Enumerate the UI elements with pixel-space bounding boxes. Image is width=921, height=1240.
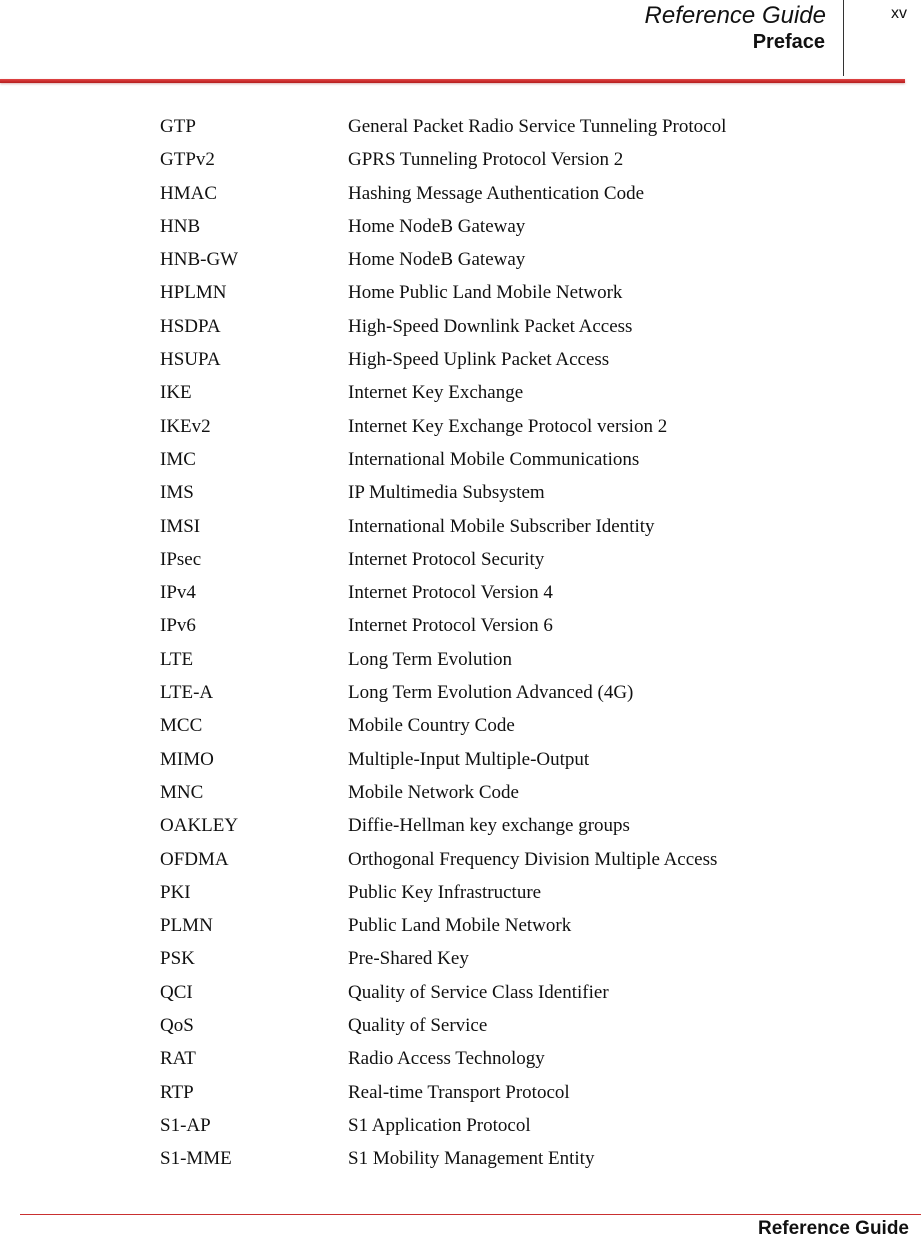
glossary-row [160, 343, 880, 376]
glossary-definition: Home NodeB Gateway [348, 215, 526, 237]
glossary-row [160, 776, 880, 809]
glossary-term: MCC [160, 715, 203, 737]
glossary-definition: Long Term Evolution [348, 648, 513, 670]
glossary-row [160, 276, 880, 309]
glossary-term: HPLMN [160, 282, 227, 304]
glossary-row [160, 709, 880, 742]
glossary-term: OFDMA [160, 848, 229, 870]
glossary-term: PLMN [160, 915, 213, 937]
glossary-definition: Public Land Mobile Network [348, 915, 572, 937]
glossary-term: MIMO [160, 748, 214, 770]
glossary-definition: Diffie-Hellman key exchange groups [348, 815, 630, 837]
glossary-definition: Home NodeB Gateway [348, 249, 526, 271]
glossary-term: IMSI [160, 515, 201, 537]
glossary-term: PKI [160, 881, 191, 903]
glossary-term: HMAC [160, 182, 218, 204]
glossary-definition: Internet Protocol Security [348, 548, 545, 570]
glossary-term: S1-AP [160, 1114, 211, 1136]
glossary-row [160, 1076, 880, 1109]
glossary-term: IKEv2 [160, 415, 211, 437]
glossary-definition: Internet Protocol Version 4 [348, 582, 553, 604]
glossary-row [160, 476, 880, 509]
glossary-term: MNC [160, 781, 204, 803]
glossary-definition: Quality of Service Class Identifier [348, 981, 609, 1003]
glossary-row [160, 110, 880, 143]
glossary-row [160, 743, 880, 776]
glossary-row [160, 1009, 880, 1042]
glossary-definition: S1 Mobility Management Entity [348, 1148, 595, 1170]
glossary-row [160, 976, 880, 1009]
glossary-term: HNB-GW [160, 249, 239, 271]
glossary-row [160, 1042, 880, 1075]
glossary-definition: Home Public Land Mobile Network [348, 282, 623, 304]
glossary-row [160, 410, 880, 443]
glossary-definition: Mobile Network Code [348, 781, 519, 803]
glossary-definition: GPRS Tunneling Protocol Version 2 [348, 149, 624, 171]
glossary-term: QCI [160, 981, 193, 1003]
glossary-definition: Long Term Evolution Advanced (4G) [348, 682, 634, 704]
glossary-term: HSUPA [160, 349, 221, 371]
footer-title: Reference Guide [758, 1218, 909, 1239]
glossary-term: HSDPA [160, 315, 221, 337]
glossary-term: GTP [160, 116, 196, 137]
glossary-definition: Radio Access Technology [348, 1048, 545, 1070]
glossary-row [160, 1142, 880, 1175]
glossary-definition: General Packet Radio Service Tunneling Protocol [348, 116, 727, 137]
glossary-definition: International Mobile Communications [348, 448, 640, 470]
glossary-list [160, 110, 880, 1176]
glossary-definition: Hashing Message Authentication Code [348, 182, 645, 204]
glossary-definition: International Mobile Subscriber Identity [348, 515, 655, 537]
glossary-row [160, 243, 880, 276]
glossary-term: RAT [160, 1048, 196, 1070]
header-divider [843, 0, 844, 76]
glossary-row [160, 143, 880, 176]
glossary-row [160, 843, 880, 876]
glossary-row [160, 210, 880, 243]
glossary-term: QoS [160, 1015, 194, 1037]
glossary-definition: Public Key Infrastructure [348, 881, 542, 903]
glossary-row [160, 576, 880, 609]
glossary-term: IPv4 [160, 582, 196, 604]
section-title: Preface [752, 31, 825, 53]
glossary-row [160, 909, 880, 942]
glossary-term: IMC [160, 448, 196, 470]
glossary-definition: Orthogonal Frequency Division Multiple Access [348, 848, 718, 870]
document-title: Reference Guide [644, 2, 826, 29]
header-rule [0, 79, 905, 83]
glossary-row [160, 177, 880, 210]
glossary-definition: High-Speed Downlink Packet Access [348, 315, 633, 337]
glossary-term: IMS [160, 482, 194, 504]
glossary-row [160, 942, 880, 975]
glossary-row [160, 609, 880, 642]
glossary-term: PSK [160, 948, 195, 970]
glossary-term: HNB [160, 215, 201, 237]
glossary-definition: S1 Application Protocol [348, 1114, 531, 1136]
glossary-definition: Internet Key Exchange Protocol version 2 [348, 415, 668, 437]
glossary-term: RTP [160, 1081, 194, 1103]
glossary-row [160, 376, 880, 409]
page-number: xv [891, 5, 907, 22]
glossary-term: IKE [160, 382, 192, 404]
glossary-definition: Quality of Service [348, 1015, 488, 1037]
glossary-term: S1-MME [160, 1148, 232, 1170]
glossary-term: GTPv2 [160, 149, 215, 171]
glossary-row [160, 809, 880, 842]
glossary-row [160, 676, 880, 709]
glossary-row [160, 876, 880, 909]
glossary-definition: Mobile Country Code [348, 715, 515, 737]
glossary-row [160, 643, 880, 676]
glossary-definition: Multiple-Input Multiple-Output [348, 748, 590, 770]
footer-rule [20, 1214, 921, 1215]
glossary-definition: Pre-Shared Key [348, 948, 469, 970]
glossary-term: LTE-A [160, 682, 214, 704]
glossary-term: IPv6 [160, 615, 196, 637]
glossary-term: OAKLEY [160, 815, 239, 837]
glossary-term: LTE [160, 648, 194, 670]
glossary-definition: IP Multimedia Subsystem [348, 482, 545, 504]
glossary-definition: Internet Protocol Version 6 [348, 615, 553, 637]
glossary-term: IPsec [160, 548, 202, 570]
glossary-row [160, 443, 880, 476]
glossary-row [160, 1109, 880, 1142]
glossary-row [160, 310, 880, 343]
glossary-definition: High-Speed Uplink Packet Access [348, 349, 610, 371]
glossary-definition: Internet Key Exchange [348, 382, 524, 404]
glossary-definition: Real-time Transport Protocol [348, 1081, 570, 1103]
glossary-row [160, 543, 880, 576]
glossary-row [160, 510, 880, 543]
